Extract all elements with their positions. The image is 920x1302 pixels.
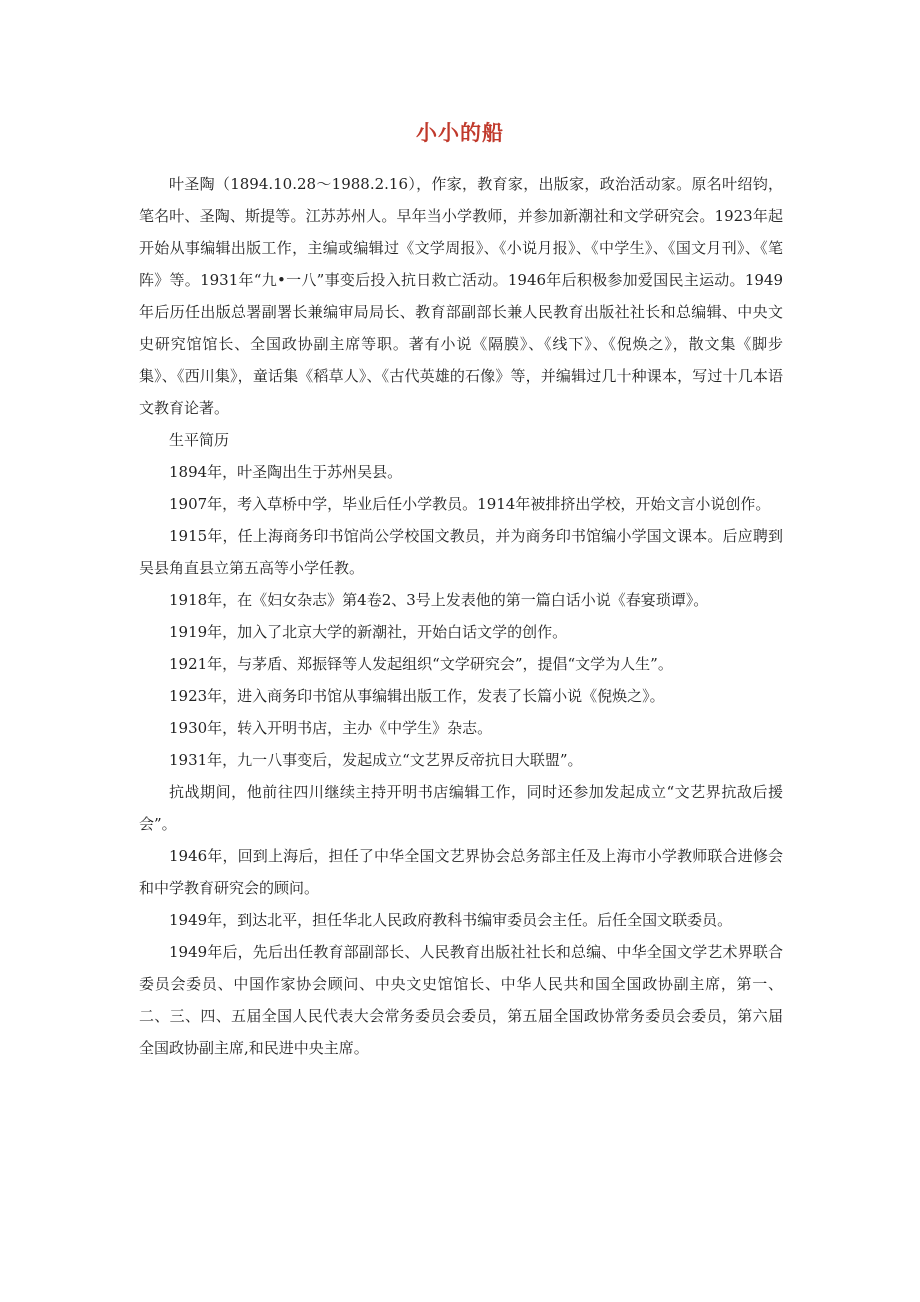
timeline-item: 1918年，在《妇女杂志》第4卷2、3号上发表他的第一篇白话小说《春宴琐谭》。 — [169, 591, 709, 609]
timeline-item: 1946年，回到上海后，担任了中华全国文艺界协会总务部主任及上海市小学教师联合进修会和中学教育研究会的顾问。 — [139, 847, 783, 897]
timeline-item: 1921年，与茅盾、郑振铎等人发起组织“文学研究会”，提倡“文学为人生”。 — [169, 655, 673, 673]
page-title: 小小的船 — [416, 120, 504, 145]
timeline-item: 1949年，到达北平，担任华北人民政府教科书编审委员会主任。后任全国文联委员。 — [169, 911, 733, 929]
timeline-item: 1894年，叶圣陶出生于苏州吴县。 — [169, 463, 403, 481]
timeline-item: 1915年，任上海商务印书馆尚公学校国文教员，并为商务印书馆编小学国文课本。后应聘到吴县角直县立第五高等小学任教。 — [139, 527, 783, 577]
intro-paragraph: 叶圣陶（1894.10.28～1988.2.16），作家，教育家，出版家，政治活动家。原名叶绍钧，笔名叶、圣陶、斯提等。江苏苏州人。早年当小学教师，并参加新潮社和文学研究会。1923年起开始从事编辑出版工作，主编或编辑过《文学周报》、《小说月报》、《中学生》、《国文月刊》、《笔阵》等。1931年“九•一八”事变后投入抗日救亡活动。1946年后积极参加爱国民主运动。1949年后历任出版总署副署长兼编审局局长、教育部副部长兼人民教育出版社社长和总编辑、中央文史研究馆馆长、全国政协副主席等职。著有小说《隔膜》、《线下》、《倪焕之》，散文集《脚步集》、《西川集》，童话集《稻草人》、《古代英雄的石像》等，并编辑过几十种课本，写过十几本语文教育论著。 — [139, 175, 783, 417]
timeline-item: 1923年，进入商务印书馆从事编辑出版工作，发表了长篇小说《倪焕之》。 — [169, 687, 665, 705]
timeline-item: 抗战期间，他前往四川继续主持开明书店编辑工作，同时还参加发起成立“文艺界抗敌后援会”。 — [139, 783, 783, 833]
section-heading: 生平简历 — [169, 431, 230, 449]
document-body — [139, 168, 783, 1064]
timeline-item: 1919年，加入了北京大学的新潮社，开始白话文学的创作。 — [169, 623, 568, 641]
timeline-item: 1907年，考入草桥中学，毕业后任小学教员。1914年被排挤出学校，开始文言小说创作。 — [169, 495, 771, 513]
timeline-item: 1949年后，先后出任教育部副部长、人民教育出版社社长和总编、中华全国文学艺术界联合委员会委员、中国作家协会顾问、中央文史馆馆长、中华人民共和国全国政协副主席，第一、二、三、四、五届全国人民代表大会常务委员会委员，第五届全国政协常务委员会委员，第六届全国政协副主席,和民进中央主席。 — [139, 943, 783, 1057]
timeline-item: 1931年，九一八事变后，发起成立“文艺界反帝抗日大联盟”。 — [169, 751, 583, 769]
timeline-item: 1930年，转入开明书店，主办《中学生》杂志。 — [169, 719, 493, 737]
